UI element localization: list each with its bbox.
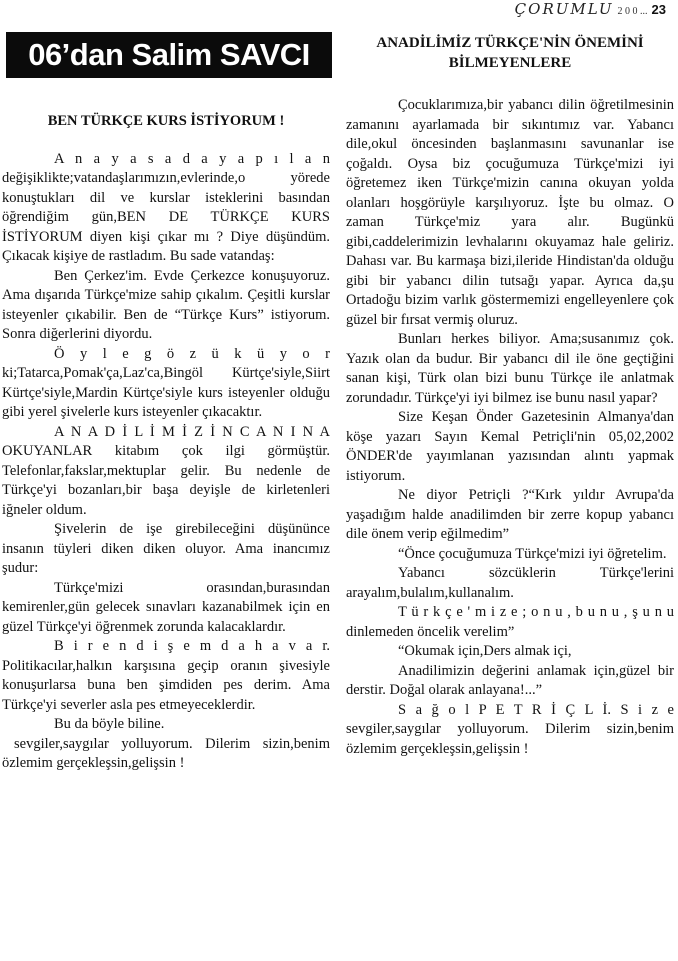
right-paragraph-9: Anadilimizin değerini anlamak için,güzel bir derstir. Doğal olarak anlayana!...” [346, 662, 674, 698]
left-paragraph-8: Bu da böyle biline. [54, 716, 165, 732]
right-paragraph-6: Yabancı sözcüklerin Türkçe'lerini arayalım,bulalım,kullanalım. [346, 565, 674, 601]
newspaper-name: ÇORUMLU [514, 0, 614, 18]
page-header [515, 0, 666, 18]
left-article-title: BEN TÜRKÇE KURS İSTİYORUM ! [47, 113, 285, 129]
right-paragraph-4: Ne diyor Petriçli ?“Kırk yıldır Avrupa'da yaşadığım halde anadilimden bir zerre kopup yabancı dile önem verip eğilmedim” [346, 487, 674, 542]
left-paragraph-3: Ö y l e g ö z ü k ü y o r ki;Tatarca,Pomak'ça,Laz'ca,Bingöl Kürtçe'siyle,Siirt Kürtçe'siyle,Mardin Kürtçe'siyle kurs isteyenler olduğu gibi yerel şivelerle kurs isteyenler çıkacaktır. [2, 345, 330, 420]
left-paragraph-9: sevgiler,saygılar yolluyorum. Dilerim sizin,benim özlemim gerçekleşsin,gelişsin ! [2, 735, 330, 771]
issue-year: 2 0 0 ... [617, 6, 648, 17]
left-paragraph-5: Şivelerin de işe girebileceğini düşününce insanın tüyleri diken diken oluyor. Ama inancımız şudur: [2, 521, 330, 576]
right-paragraph-7: T ü r k ç e ' m i z e ; o n u , b u n u , ş u n u dinlemeden öncelik verelim” [346, 604, 674, 640]
right-paragraph-3: Size Keşan Önder Gazetesinin Almanya'dan köşe yazarı Sayın Kemal Petriçli'nin 05,02,2002 ÖNDER'de yayımlanan yazısından alıntı yapmak istiyorum. [346, 409, 674, 484]
right-paragraph-10: S a ğ o l P E T R İ Ç L İ. S i z e sevgiler,saygılar yolluyorum. Dilerim sizin,benim özlemim gerçekleşsin,gelişsin ! [346, 701, 674, 757]
page-number: 23 [651, 2, 666, 17]
right-paragraph-2: Bunları herkes biliyor. Ama;susanımız çok. Yazık olan da budur. Bir yabancı dil ile öne geçtiğini sanan kişi, Türk olan bizi bunu Türkçe ile anlatmak zorundadır. Türkçe'yi iyi bilmez ise bunu nasıl yapar? [346, 331, 674, 406]
right-paragraph-5: “Önce çocuğumuza Türkçe'mizi iyi öğretelim. [398, 545, 667, 562]
author-banner: 06’dan Salim SAVCI [6, 32, 332, 78]
left-column [2, 112, 330, 774]
right-paragraph-8: “Okumak için,Ders almak içi, [398, 643, 572, 659]
left-paragraph-7: B i r e n d i ş e m d a h a v a r. Politikacılar,halkın karşısına geçip oranın şivesiyle konuşurlarsa buna ben şimdiden pes derim. Ama Türkçe'yi severler asla pes etmeyeceklerdir. [2, 638, 330, 713]
left-paragraph-2: Ben Çerkez'im. Evde Çerkezce konuşuyoruz. Ama dışarıda Türkçe'mize sahip çıkalım. Çeşitli kurslar isteyenler çıkabilir. Ben de “Türkçe Kurs” istiyorum. Sonra diğerlerini diyordu. [2, 267, 330, 342]
right-column [346, 96, 674, 759]
left-paragraph-1: A n a y a s a d a y a p ı l a n değişiklikte;vatandaşlarımızın,evlerinde,o yörede konuştukları dil ve kurslar isteklerini basından öğrendiğim gün,BEN DE TÜRKÇE KURS İSTİYORUM diyen kişi çıkar mı ? Diye düşündüm. Çıkacak kişiye de rastladım. Bu sade vatandaş: [2, 150, 330, 264]
right-paragraph-1: Çocuklarımıza,bir yabancı dilin öğretilmesinin zamanını ayarlamada bir sıkıntımız var. Yabancı dile,okul öncesinden başlanmasını savunanlar ise çoğaldı. Oysa biz çocuğumuza Türkçe'mizi iyi öğretemez iken Türkçe'mizin canına okuyan yolda olanları hoşgörüyle karşılıyoruz. İşte bu olmaz. O zaman Türkçe'miz yara alır. Bugünkü gibi,caddelerimizin levhalarını okuyamaz hale geliriz. Dahası var. Bu karmaşa bizi,ileride Hindistan'da olduğu gibi bir yabancı dilin tutsağı yapar. Ayrıca da,şu Ortadoğu bizim varlık göstermemizi engelleyenlere çok güzel bir fırsat vermiş oluruz. [346, 97, 674, 328]
left-paragraph-4: A N A D İ L İ M İ Z İ N C A N I N A OKUYANLAR kitabım çok ilgi görmüştür. Telefonlar,fakslar,mektuplar gelir. Bu nedenle de Türkçe'yi bozanları,bir başa deyişle de kirletenleri iğneler oldum. [2, 423, 330, 518]
left-paragraph-6: Türkçe'mizi orasından,burasından kemirenler,gün gelecek sınavları kazanabilmek için en güzel Türkçe'yi öğrenmek zorunda kalacaklardır. [2, 579, 330, 635]
right-article-title: ANADİLİMİZ TÜRKÇE'NİN ÖNEMİNİ BİLMEYENLERE [376, 35, 644, 71]
